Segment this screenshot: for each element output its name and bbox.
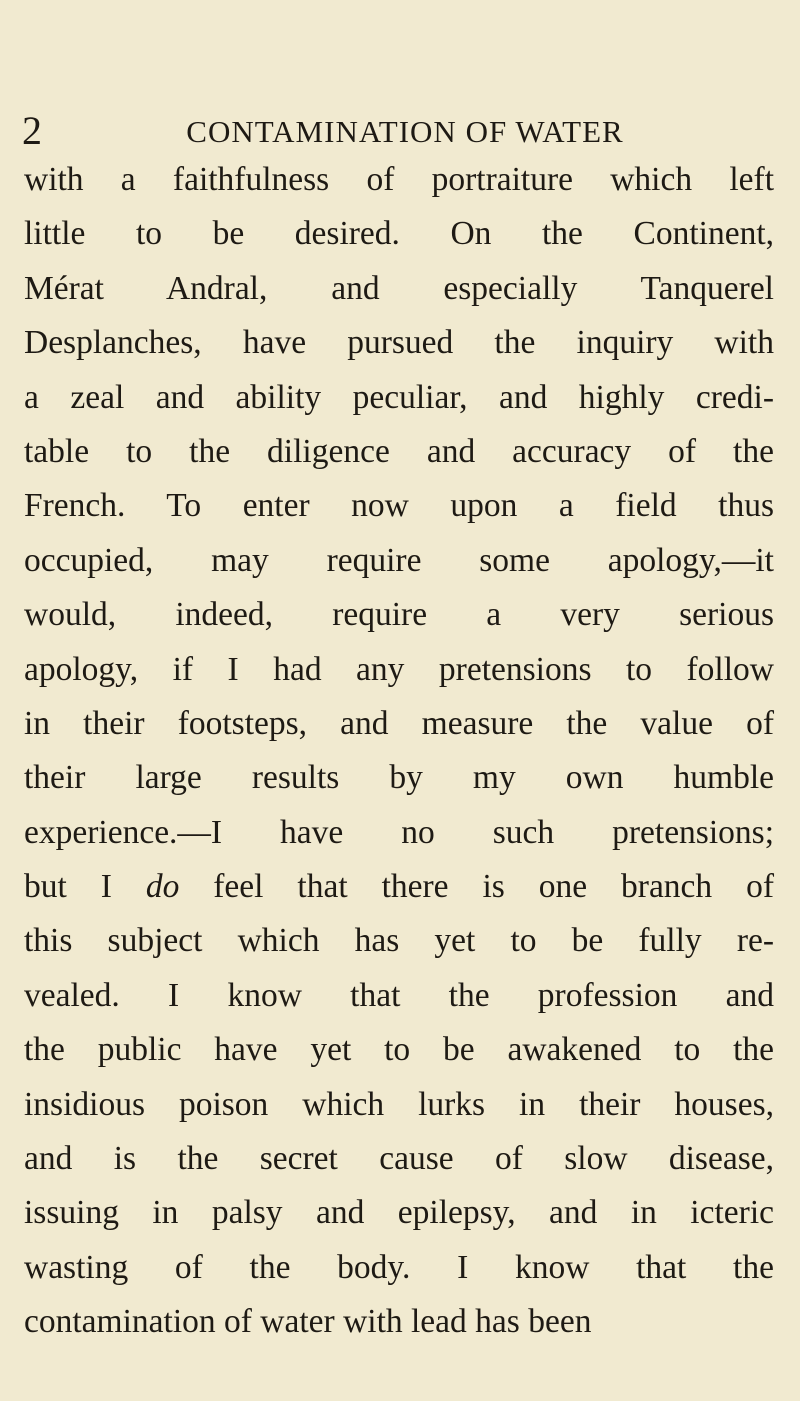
text-line: French. To enter now upon a field thus	[24, 487, 774, 525]
text-line: vealed. I know that the profession and	[24, 976, 774, 1014]
running-title: CONTAMINATION OF WATER	[186, 114, 624, 149]
text-line: contamination of water with lead has been	[24, 1303, 592, 1341]
emphasis-text: do	[145, 868, 180, 906]
text-line: issuing in palsy and epilepsy, and in icteric	[24, 1194, 774, 1232]
text-line	[24, 860, 774, 914]
text-line: a zeal and ability peculiar, and highly credi-	[24, 378, 774, 416]
text-line: apology, if I had any pretensions to follow	[24, 650, 774, 688]
text-line: experience.—I have no such pretensions;	[24, 813, 774, 851]
text-line: insidious poison which lurks in their houses,	[24, 1085, 774, 1123]
page-number: 2	[22, 108, 42, 153]
text-line: the public have yet to be awakened to the	[24, 1031, 774, 1069]
text-line: little to be desired. On the Continent,	[24, 215, 774, 253]
text-segment: but I	[24, 868, 112, 906]
text-line: their large results by my own humble	[24, 759, 774, 797]
text-line: would, indeed, require a very serious	[24, 596, 774, 634]
text-line: this subject which has yet to be fully re-	[24, 922, 774, 960]
text-line: Mérat Andral, and especially Tanquerel	[24, 269, 774, 307]
running-head	[0, 108, 800, 158]
text-line: in their footsteps, and measure the value of	[24, 704, 774, 742]
text-line: and is the secret cause of slow disease,	[24, 1140, 774, 1178]
body-text	[24, 153, 774, 1350]
text-line: Desplanches, have pursued the inquiry with	[24, 324, 774, 362]
text-line: wasting of the body. I know that the	[24, 1248, 774, 1286]
text-line: table to the diligence and accuracy of the	[24, 432, 774, 470]
text-segment: feel that there is one branch of	[213, 868, 775, 906]
text-line: occupied, may require some apology,—it	[24, 541, 774, 579]
text-line: with a faithfulness of portraiture which left	[24, 161, 774, 198]
